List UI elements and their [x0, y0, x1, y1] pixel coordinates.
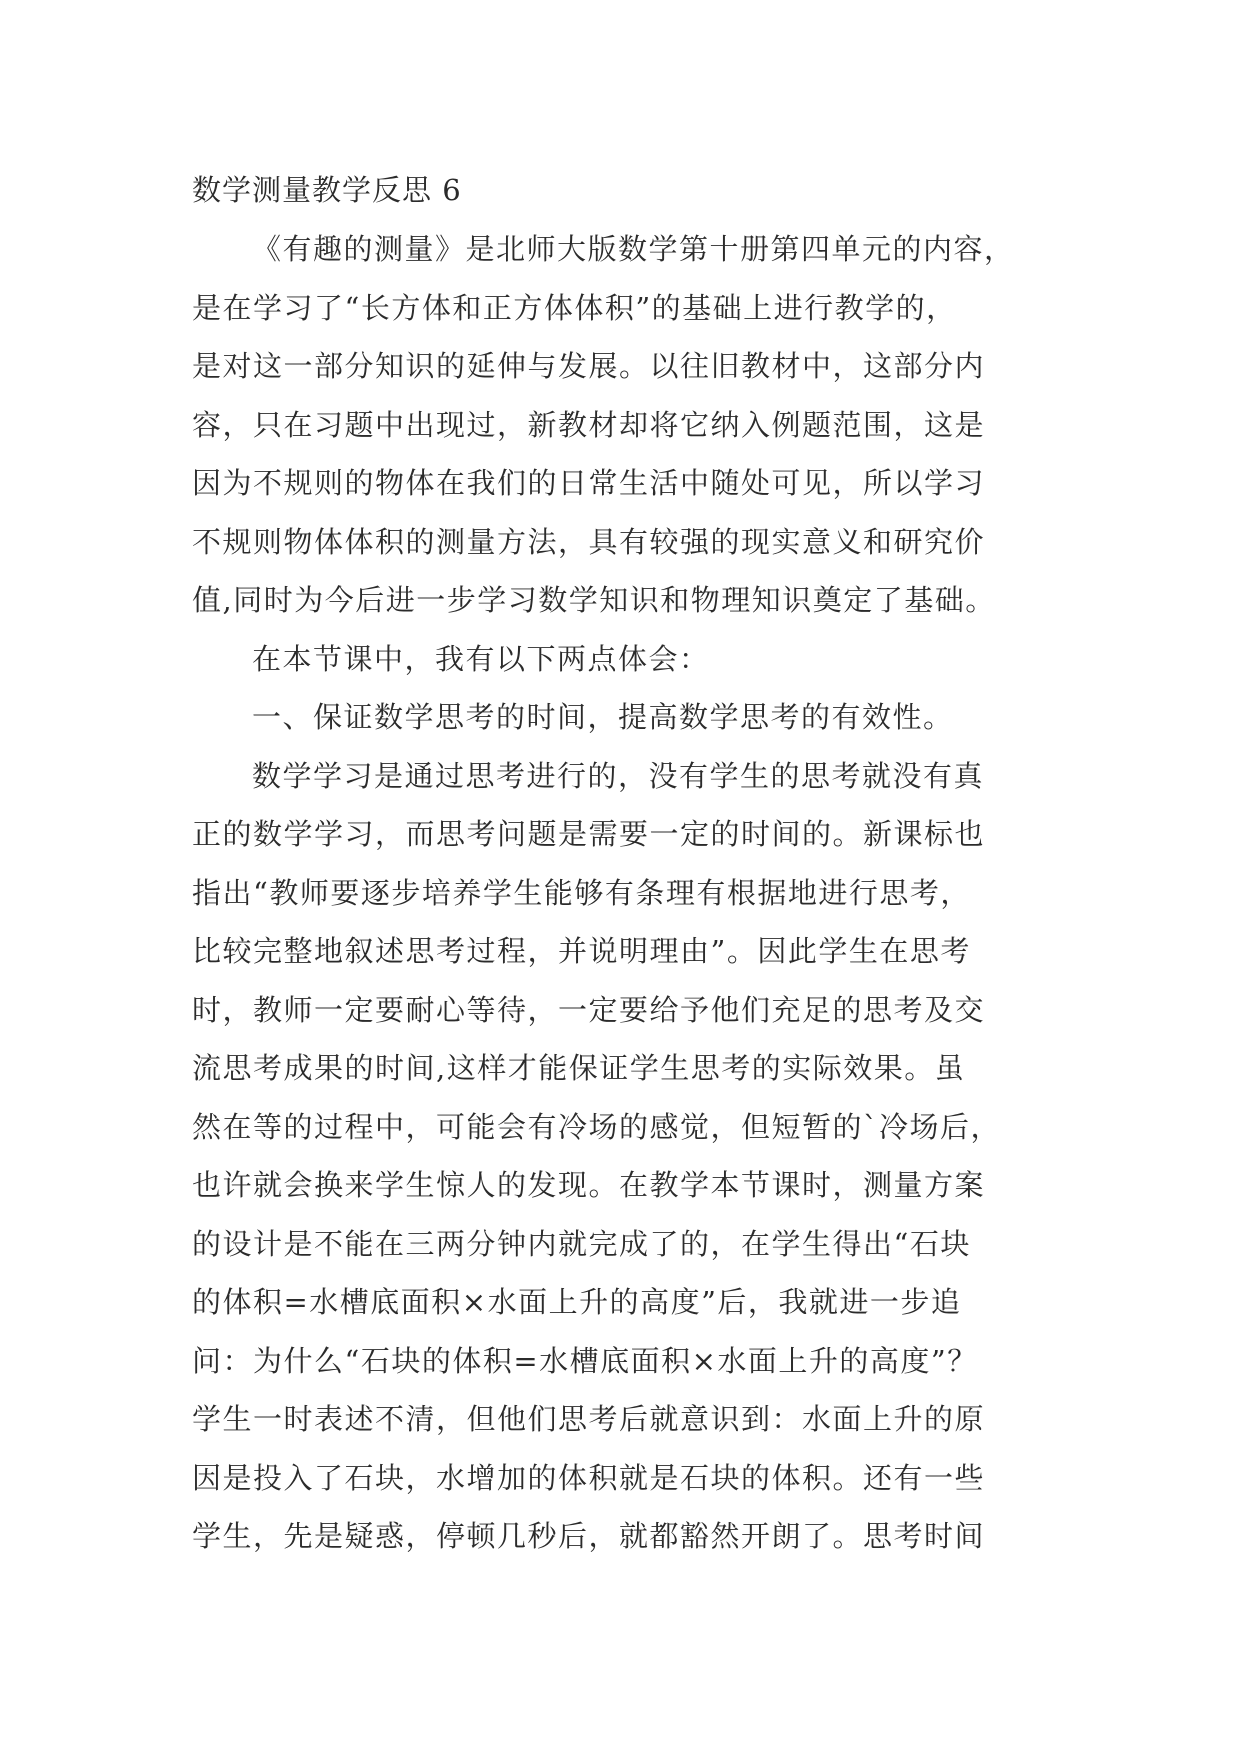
text-line: 数学学习是通过思考进行的，没有学生的思考就没有真: [252, 758, 985, 793]
document-title: 数学测量教学反思 6: [192, 173, 462, 207]
text-line: 是对这一部分知识的延伸与发展。以往旧教材中，这部分内: [192, 349, 986, 383]
paragraph-heading-one: [192, 688, 1072, 747]
text-line: 值,同时为今后进一步学习数学知识和物理知识奠定了基础。: [192, 583, 996, 617]
paragraph-thinking: [192, 747, 1072, 1566]
text-line: 因为不规则的物体在我们的日常生活中随处可见，所以学习: [192, 466, 986, 500]
text-line: 问：为什么“石块的体积=水槽底面积×水面上升的高度”？: [192, 1343, 978, 1378]
text-line: 《有趣的测量》是北师大版数学第十册第四单元的内容，: [252, 232, 1015, 266]
text-line: 的设计是不能在三两分钟内就完成了的，在学生得出“石块: [192, 1226, 971, 1261]
text-line: 因是投入了石块，水增加的体积就是石块的体积。还有一些: [192, 1460, 986, 1495]
text-line: 学生，先是疑惑，停顿几秒后，就都豁然开朗了。思考时间: [192, 1519, 986, 1553]
document-body: [192, 160, 1072, 1566]
text-line: 的体积=水槽底面积×水面上升的高度”后，我就进一步追: [192, 1285, 962, 1319]
text-line: 流思考成果的时间,这样才能保证学生思考的实际效果。虽: [192, 1051, 966, 1085]
text-line: 是在学习了“长方体和正方体体积”的基础上进行教学的，: [192, 290, 957, 325]
text-line: 学生一时表述不清，但他们思考后就意识到：水面上升的原: [192, 1402, 986, 1436]
text-line: 比较完整地叙述思考过程，并说明理由”。因此学生在思考: [192, 934, 971, 968]
text-line: 正的数学学习，而思考问题是需要一定的时间的。新课标也: [192, 817, 986, 851]
text-line: 然在等的过程中，可能会有冷场的感觉，但短暂的`冷场后，: [192, 1109, 1002, 1144]
text-line: 在本节课中，我有以下两点体会：: [252, 641, 710, 676]
paragraph-experience: [192, 630, 1072, 689]
text-line: 一、保证数学思考的时间，提高数学思考的有效性。: [252, 700, 954, 734]
text-line: 时，教师一定要耐心等待，一定要给予他们充足的思考及交: [192, 992, 986, 1027]
text-line: 也许就会换来学生惊人的发现。在教学本节课时，测量方案: [192, 1168, 986, 1202]
text-line: 不规则物体体积的测量方法，具有较强的现实意义和研究价: [192, 524, 986, 559]
text-line: 容，只在习题中出现过，新教材却将它纳入例题范围，这是: [192, 407, 986, 442]
text-line: 指出“教师要逐步培养学生能够有条理有根据地进行思考，: [192, 875, 971, 910]
paragraph-intro: [192, 220, 1072, 630]
